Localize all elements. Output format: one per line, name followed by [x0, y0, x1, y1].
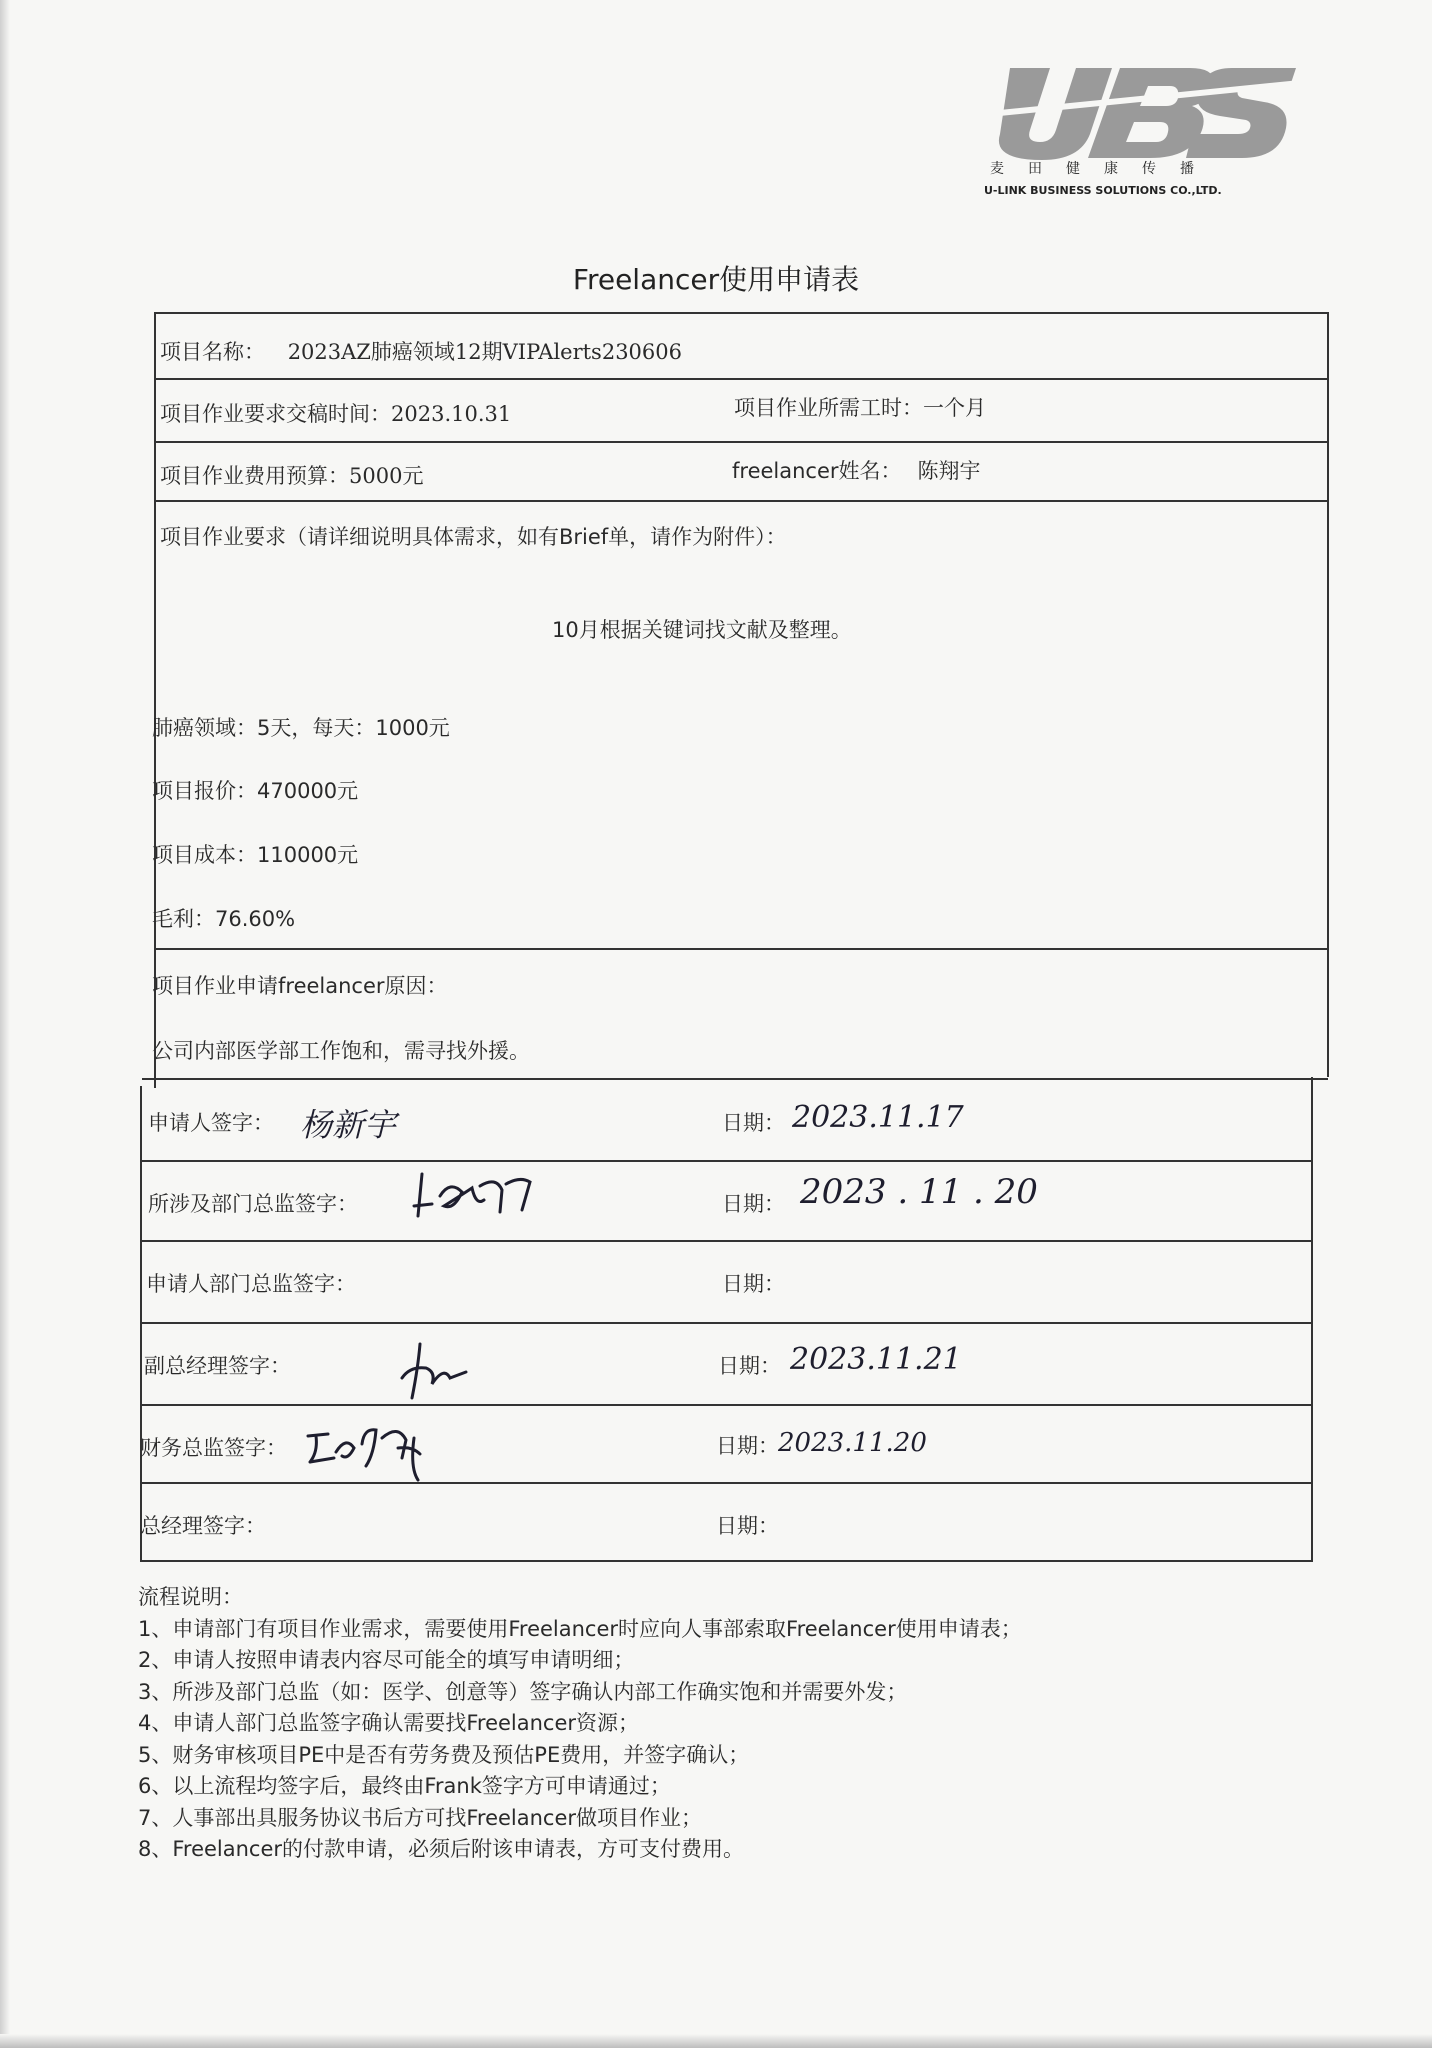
work-time-row — [734, 392, 986, 422]
row-divider — [154, 378, 1329, 380]
form-title: Freelancer使用申请表 — [572, 263, 860, 296]
reason-value: 公司内部医学部工作饱和，需寻找外援。 — [152, 1039, 530, 1063]
date-label: 日期： — [718, 1354, 781, 1378]
row-divider — [142, 1078, 1328, 1080]
project-name-row — [160, 336, 682, 366]
process-step: 2、申请人按照申请表内容尽可能全的填写申请明细； — [138, 1648, 635, 1672]
budget-row — [160, 460, 423, 490]
freelancer-name-value: 陈翔宇 — [917, 459, 981, 483]
process-notes — [138, 1582, 1022, 1866]
row-divider — [154, 441, 1329, 443]
process-step: 4、申请人部门总监签字确认需要找Freelancer资源； — [138, 1711, 640, 1735]
vice-gm-signature-label: 副总经理签字： — [144, 1354, 291, 1378]
row-divider — [142, 1240, 1312, 1242]
requirements-line: 项目成本：110000元 — [152, 843, 359, 867]
budget-value: 5000元 — [349, 464, 424, 488]
finance-director-signature — [302, 1418, 442, 1484]
row-divider — [142, 1160, 1312, 1162]
budget-label: 项目作业费用预算： — [160, 464, 349, 488]
signature-date: 2023.11.17 — [792, 1100, 964, 1135]
signature-date: 2023 . 11 . 20 — [800, 1172, 1038, 1212]
row-divider — [142, 1404, 1312, 1406]
row-divider — [154, 948, 1329, 950]
deadline-label: 项目作业要求交稿时间： — [160, 402, 391, 426]
freelancer-name-label: freelancer姓名： — [732, 459, 902, 483]
row-divider — [154, 500, 1329, 502]
company-logo — [980, 60, 1300, 210]
table-left-border-lower — [140, 1086, 142, 1562]
vice-gm-signature — [392, 1338, 492, 1404]
project-name-value: 2023AZ肺癌领域12期VIPAlerts230606 — [287, 340, 683, 364]
date-label: 日期： — [722, 1272, 785, 1296]
applicant-signature: 杨新宇 — [300, 1106, 397, 1144]
process-step: 5、财务审核项目PE中是否有劳务费及预估PE费用，并签字确认； — [138, 1742, 750, 1767]
work-time-value: 一个月 — [923, 396, 986, 420]
applicant-dept-director-signature-label: 申请人部门总监签字： — [146, 1272, 356, 1296]
date-label: 日期： — [722, 1111, 785, 1135]
requirements-line: 项目报价：470000元 — [152, 779, 359, 803]
page-bottom-edge — [0, 2034, 1432, 2048]
signature-date: 2023.11.20 — [778, 1428, 927, 1458]
process-step: 8、Freelancer的付款申请，必须后附该申请表，方可支付费用。 — [138, 1837, 745, 1861]
date-label: 日期： — [716, 1434, 779, 1458]
row-divider — [142, 1322, 1312, 1324]
requirements-body: 10月根据关键词找文献及整理。 — [552, 618, 852, 642]
date-label: 日期： — [722, 1192, 785, 1216]
table-right-border-lower — [1311, 1077, 1313, 1561]
deadline-value: 2023.10.31 — [391, 402, 512, 426]
date-label: 日期： — [716, 1514, 779, 1538]
logo-chinese-name: 麦田健康传播 — [990, 161, 1218, 177]
logo-english-name: U-LINK BUSINESS SOLUTIONS CO.,LTD. — [984, 184, 1222, 197]
applicant-signature-label: 申请人签字： — [148, 1111, 274, 1135]
project-name-label: 项目名称： — [160, 340, 265, 364]
gm-signature-label: 总经理签字： — [140, 1514, 266, 1538]
reason-label: 项目作业申请freelancer原因： — [152, 974, 448, 998]
table-bottom-border — [140, 1560, 1313, 1562]
requirements-line: 毛利：76.60% — [152, 907, 296, 931]
process-step: 6、以上流程均签字后，最终由Frank签字方可申请通过； — [138, 1774, 671, 1798]
process-step: 7、人事部出具服务协议书后方可找Freelancer做项目作业； — [138, 1805, 703, 1830]
process-step: 3、所涉及部门总监（如：医学、创意等）签字确认内部工作确实饱和并需要外发； — [138, 1679, 908, 1704]
page-edge-shadow — [0, 0, 10, 2048]
finance-director-signature-label: 财务总监签字： — [140, 1436, 287, 1460]
dept-director-signature-label: 所涉及部门总监签字： — [148, 1192, 358, 1216]
process-step: 1、申请部门有项目作业需求，需要使用Freelancer时应向人事部索取Freelancer使用申请表； — [138, 1616, 1022, 1641]
work-time-label: 项目作业所需工时： — [734, 396, 923, 420]
freelancer-name-row — [732, 455, 981, 485]
ubs-logo-mark — [980, 60, 1300, 160]
dept-director-signature — [410, 1166, 540, 1230]
requirements-line: 肺癌领域：5天，每天：1000元 — [152, 716, 450, 740]
signature-date: 2023.11.21 — [790, 1342, 962, 1377]
process-title: 流程说明： — [138, 1585, 243, 1609]
requirements-label: 项目作业要求（请详细说明具体需求，如有Brief单，请作为附件）： — [160, 525, 787, 549]
table-right-border-upper — [1327, 312, 1329, 1077]
table-top-border — [154, 312, 1329, 314]
deadline-row — [160, 398, 511, 428]
